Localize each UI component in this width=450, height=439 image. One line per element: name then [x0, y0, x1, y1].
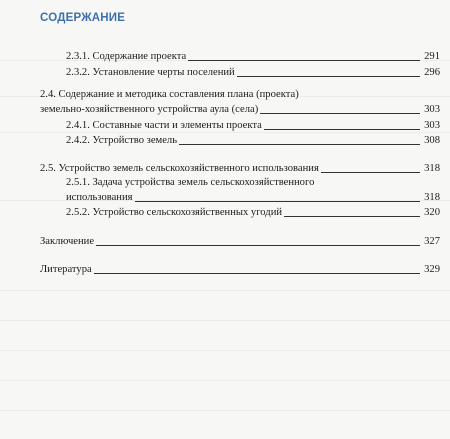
toc-page-number: 329	[424, 264, 440, 275]
toc-entry-2-4-2	[66, 135, 440, 147]
toc-page-number: 303	[424, 104, 440, 115]
toc-entry-2-4	[40, 104, 440, 116]
toc-entry-2-5-1-line1: 2.5.1. Задача устройства земель сельскохозяйственного	[66, 177, 315, 188]
dot-leader	[260, 113, 420, 114]
toc-entry-title: земельно-хозяйственного устройства аула (села)	[40, 104, 259, 115]
toc-entry-2-3-1	[66, 51, 440, 63]
toc-page-number: 318	[424, 192, 440, 203]
toc-entry-2-5	[40, 163, 440, 175]
toc-page-number: 291	[424, 51, 440, 62]
toc-entry-title: Литература	[40, 264, 92, 275]
toc-entry-2-4-line1: 2.4. Содержание и методика составления плана (проекта)	[40, 89, 299, 100]
dot-leader	[264, 129, 420, 130]
toc-entry-conclusion	[40, 236, 440, 248]
toc-page-number: 320	[424, 207, 440, 218]
toc-entry-title: 2.4.1. Составные части и элементы проекта	[66, 120, 262, 131]
dot-leader	[96, 245, 420, 246]
toc-page-number: 308	[424, 135, 440, 146]
toc-entry-2-4-1	[66, 120, 440, 132]
dot-leader	[179, 144, 420, 145]
toc-entry-literature	[40, 264, 440, 276]
dot-leader	[237, 76, 420, 77]
toc-page-number: 296	[424, 67, 440, 78]
dot-leader	[135, 201, 420, 202]
toc-page-number: 303	[424, 120, 440, 131]
dot-leader	[94, 273, 420, 274]
toc-page-number: 318	[424, 163, 440, 174]
toc-entry-title: Заключение	[40, 236, 95, 247]
toc-page-number: 327	[424, 236, 440, 247]
dot-leader	[188, 60, 420, 61]
dot-leader	[321, 172, 420, 173]
toc-entry-title: 2.3.2. Установление черты поселений	[66, 67, 235, 78]
toc-entry-2-3-2	[66, 67, 440, 79]
toc-entry-2-5-2	[66, 207, 440, 219]
toc-entry-title: 2.5. Устройство земель сельскохозяйственного использования	[40, 163, 319, 174]
toc-entry-title: 2.4.2. Устройство земель	[66, 135, 178, 146]
toc-entry-2-5-1	[66, 192, 440, 204]
section-header: СОДЕРЖАНИЕ	[40, 12, 126, 24]
toc-entry-title: использования	[66, 192, 133, 203]
toc-entry-title: 2.3.1. Содержание проекта	[66, 51, 187, 62]
toc-entry-title: 2.5.2. Устройство сельскохозяйственных угодий	[66, 207, 283, 218]
dot-leader	[284, 216, 420, 217]
